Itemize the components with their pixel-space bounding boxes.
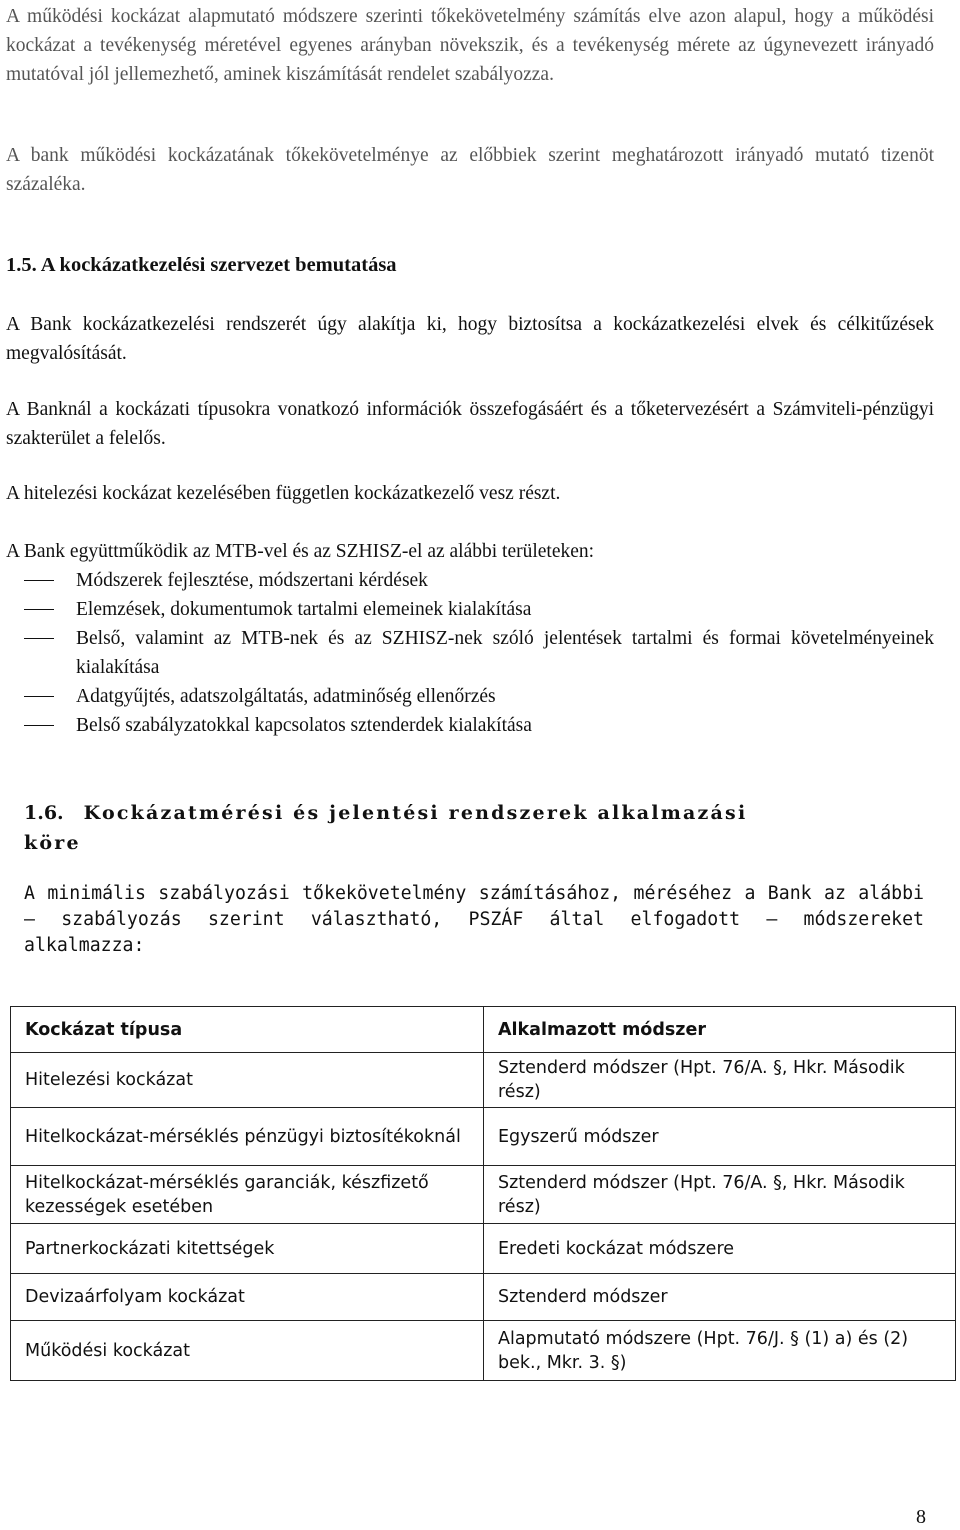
header-risk-type: Kockázat típusa bbox=[11, 1007, 484, 1053]
list-item bbox=[24, 682, 934, 711]
header-applied-method: Alkalmazott módszer bbox=[484, 1007, 956, 1053]
method-cell: Alapmutató módszere (Hpt. 76/J. § (1) a) és (2) bek., Mkr. 3. §) bbox=[484, 1321, 956, 1381]
list-item-text: Adatgyűjtés, adatszolgáltatás, adatminőség ellenőrzés bbox=[76, 686, 496, 707]
risk-methods-table bbox=[10, 1006, 956, 1381]
section-1-6-number: 1.6. bbox=[24, 802, 64, 824]
risk-type-cell: Hitelkockázat-mérséklés garanciák, készfizető kezességek esetében bbox=[11, 1166, 484, 1224]
dash-bullet-icon bbox=[24, 696, 54, 697]
section-1-6-title: Kockázatmérési és jelentési rendszerek alkalmazási köre bbox=[24, 802, 748, 854]
risk-type-cell: Partnerkockázati kitettségek bbox=[11, 1224, 484, 1274]
method-cell: Egyszerű módszer bbox=[484, 1108, 956, 1166]
table-row bbox=[11, 1166, 956, 1224]
section-1-5-paragraph-2: A Banknál a kockázati típusokra vonatkozó információk összefogásáért és a tőketervezésért a Számviteli-pénzügyi szakterület a felelős. bbox=[6, 399, 934, 449]
dash-bullet-icon bbox=[24, 638, 54, 639]
section-1-6-intro: A minimális szabályozási tőkekövetelmény számításához, méréséhez a Bank az alábbi – szabályozás szerint választható, PSZÁF által elfogadott – módszereket alkalmazza: bbox=[24, 883, 924, 956]
list-item-text: Belső szabályzatokkal kapcsolatos sztenderdek kialakítása bbox=[76, 715, 532, 736]
risk-type-cell: Hitelezési kockázat bbox=[11, 1053, 484, 1108]
table-row bbox=[11, 1108, 956, 1166]
section-1-5-paragraph-4: A Bank együttműködik az MTB-vel és az SZHISZ-el az alábbi területeken: bbox=[6, 541, 595, 562]
dash-bullet-icon bbox=[24, 725, 54, 726]
section-1-5-paragraph-3: A hitelezési kockázat kezelésében független kockázatkezelő vesz részt. bbox=[6, 483, 561, 504]
risk-type-cell: Működési kockázat bbox=[11, 1321, 484, 1381]
method-cell: Sztenderd módszer (Hpt. 76/A. §, Hkr. Második rész) bbox=[484, 1053, 956, 1108]
list-item bbox=[24, 624, 934, 682]
section-1-5-heading: 1.5. A kockázatkezelési szervezet bemutatása bbox=[6, 254, 397, 276]
cooperation-areas-list bbox=[24, 566, 934, 740]
table-row bbox=[11, 1274, 956, 1321]
section-1-5-paragraph-1: A Bank kockázatkezelési rendszerét úgy alakítja ki, hogy biztosítsa a kockázatkezelési elvek és célkitűzések megvalósítását. bbox=[6, 314, 934, 364]
list-item bbox=[24, 711, 934, 740]
table-row bbox=[11, 1053, 956, 1108]
dash-bullet-icon bbox=[24, 580, 54, 581]
list-item bbox=[24, 595, 934, 624]
table-row bbox=[11, 1321, 956, 1381]
intro-paragraph-operational-risk: A működési kockázat alapmutató módszere szerinti tőkekövetelmény számítás elve azon alapul, hogy a működési kockázat a tevékenység méretével egyenes arányban növekszik, és a tevékenység mérete az úgynevezett irányadó mutatóval jól jellemezhető, aminek kiszámítását rendelet szabályozza. bbox=[6, 6, 934, 85]
list-item-text: Belső, valamint az MTB-nek és az SZHISZ-nek szóló jelentések tartalmi és formai követelményeinek kialakítása bbox=[76, 628, 934, 678]
dash-bullet-icon bbox=[24, 609, 54, 610]
risk-type-cell: Hitelkockázat-mérséklés pénzügyi biztosítékoknál bbox=[11, 1108, 484, 1166]
capital-requirement-paragraph: A bank működési kockázatának tőkekövetelménye az előbbiek szerint meghatározott irányadó mutató tizenöt százaléka. bbox=[6, 145, 934, 195]
list-item-text: Elemzések, dokumentumok tartalmi elemeinek kialakítása bbox=[76, 599, 532, 620]
method-cell: Sztenderd módszer (Hpt. 76/A. §, Hkr. Második rész) bbox=[484, 1166, 956, 1224]
table-header-row bbox=[11, 1007, 956, 1053]
list-item bbox=[24, 566, 934, 595]
section-1-6-heading bbox=[24, 798, 784, 858]
list-item-text: Módszerek fejlesztése, módszertani kérdések bbox=[76, 570, 428, 591]
method-cell: Sztenderd módszer bbox=[484, 1274, 956, 1321]
table-row bbox=[11, 1224, 956, 1274]
method-cell: Eredeti kockázat módszere bbox=[484, 1224, 956, 1274]
page-number: 8 bbox=[916, 1506, 926, 1528]
risk-type-cell: Devizaárfolyam kockázat bbox=[11, 1274, 484, 1321]
